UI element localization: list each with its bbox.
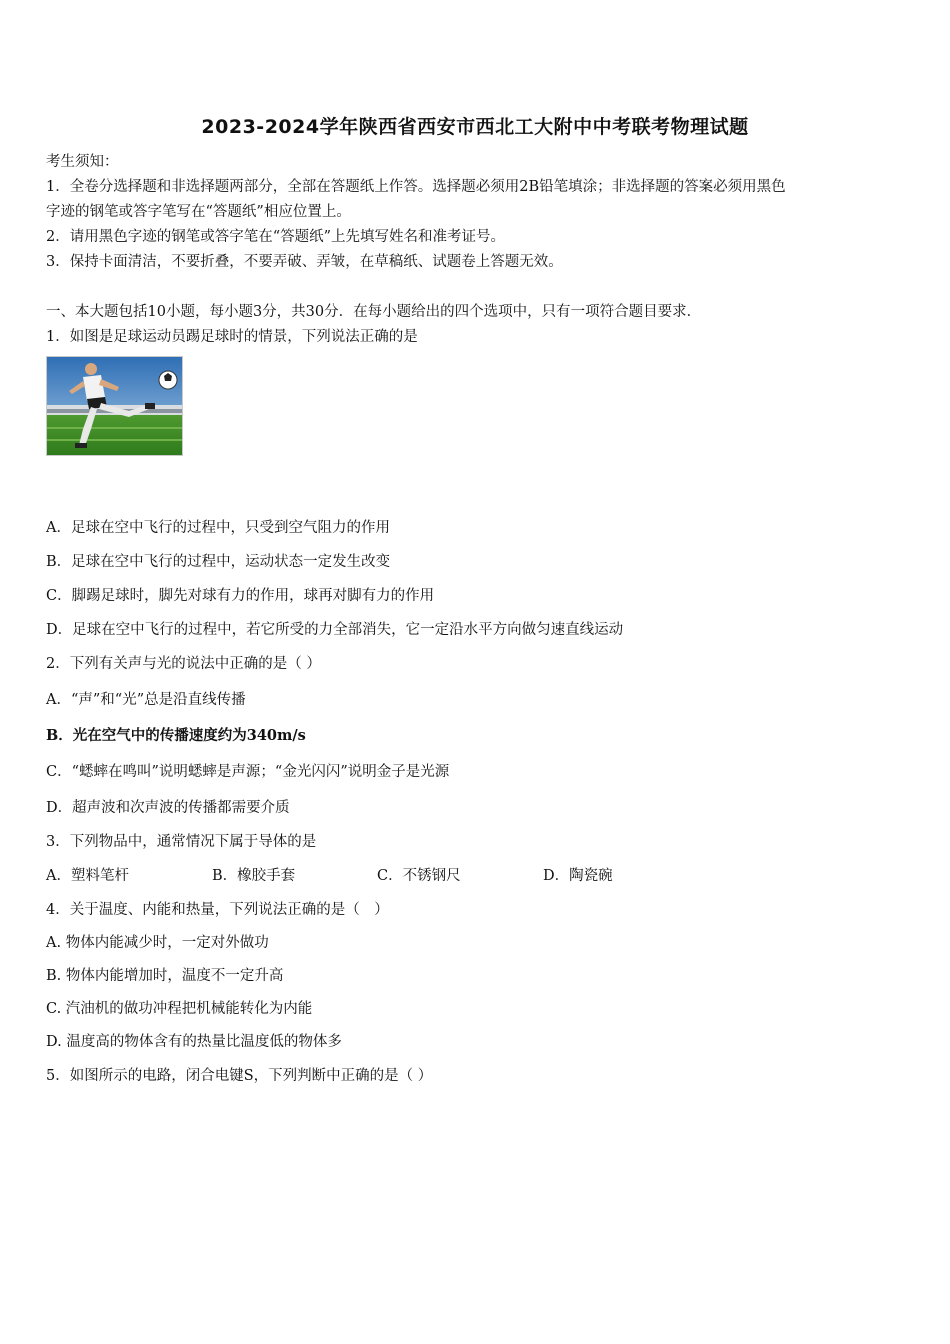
q4-option-c: C. 汽油机的做功冲程把机械能转化为内能 [46,1001,313,1017]
q4-option-a: A. 物体内能减少时，一定对外做功 [46,935,269,951]
question-4-stem: 4．关于温度、内能和热量，下列说法正确的是（ ） [46,902,389,918]
q3-option-b: B．橡胶手套 [212,868,296,884]
question-3-stem: 3．下列物品中，通常情况下属于导体的是 [46,834,317,850]
q4-option-b: B. 物体内能增加时，温度不一定升高 [46,968,284,984]
section-heading: 一、本大题包括10小题，每小题3分，共30分．在每小题给出的四个选项中，只有一项符合题目要求． [46,304,702,320]
q2-option-d: D．超声波和次声波的传播都需要介质 [46,800,290,816]
q2-option-a: A．“声”和“光”总是沿直线传播 [46,692,246,708]
q3-option-a: A．塑料笔杆 [46,868,129,884]
q1-option-b: B．足球在空中飞行的过程中，运动状态一定发生改变 [46,554,391,570]
q4-option-d: D. 温度高的物体含有的热量比温度低的物体多 [46,1034,342,1050]
q1-option-d: D．足球在空中飞行的过程中，若它所受的力全部消失，它一定沿水平方向做匀速直线运动 [46,622,624,638]
page-title: 2023-2024学年陕西省西安市西北工大附中中考联考物理试题 [201,116,749,138]
q3-option-c: C．不锈钢尺 [377,868,461,884]
notice-item-1: 1．全卷分选择题和非选择题两部分，全部在答题纸上作答。选择题必须用2B铅笔填涂；非选择题的答案必须用黑色 [46,179,786,195]
soccer-player-image [46,356,183,456]
question-5-stem: 5．如图所示的电路，闭合电键S，下列判断中正确的是（ ） [46,1068,433,1084]
q2-option-c: C．“蟋蟀在鸣叫”说明蟋蟀是声源；“金光闪闪”说明金子是光源 [46,764,450,780]
notice-item-2: 2．请用黑色字迹的钢笔或答字笔在“答题纸”上先填写姓名和准考证号。 [46,229,506,245]
soccer-player-illustration [47,357,182,455]
notice-item-3: 3．保持卡面清洁，不要折叠，不要弄破、弄皱，在草稿纸、试题卷上答题无效。 [46,254,563,270]
notice-heading: 考生须知： [46,154,119,170]
q3-option-d: D．陶瓷碗 [543,868,613,884]
q1-option-c: C．脚踢足球时，脚先对球有力的作用，球再对脚有力的作用 [46,588,435,604]
question-2-stem: 2．下列有关声与光的说法中正确的是（ ） [46,656,321,672]
question-1-stem: 1．如图是足球运动员踢足球时的情景，下列说法正确的是 [46,329,418,345]
q1-option-a: A．足球在空中飞行的过程中，只受到空气阻力的作用 [46,520,390,536]
q2-option-b: B．光在空气中的传播速度约为340m/s [46,727,306,744]
notice-item-1-cont: 字迹的钢笔或答字笔写在“答题纸”相应位置上。 [46,204,351,220]
